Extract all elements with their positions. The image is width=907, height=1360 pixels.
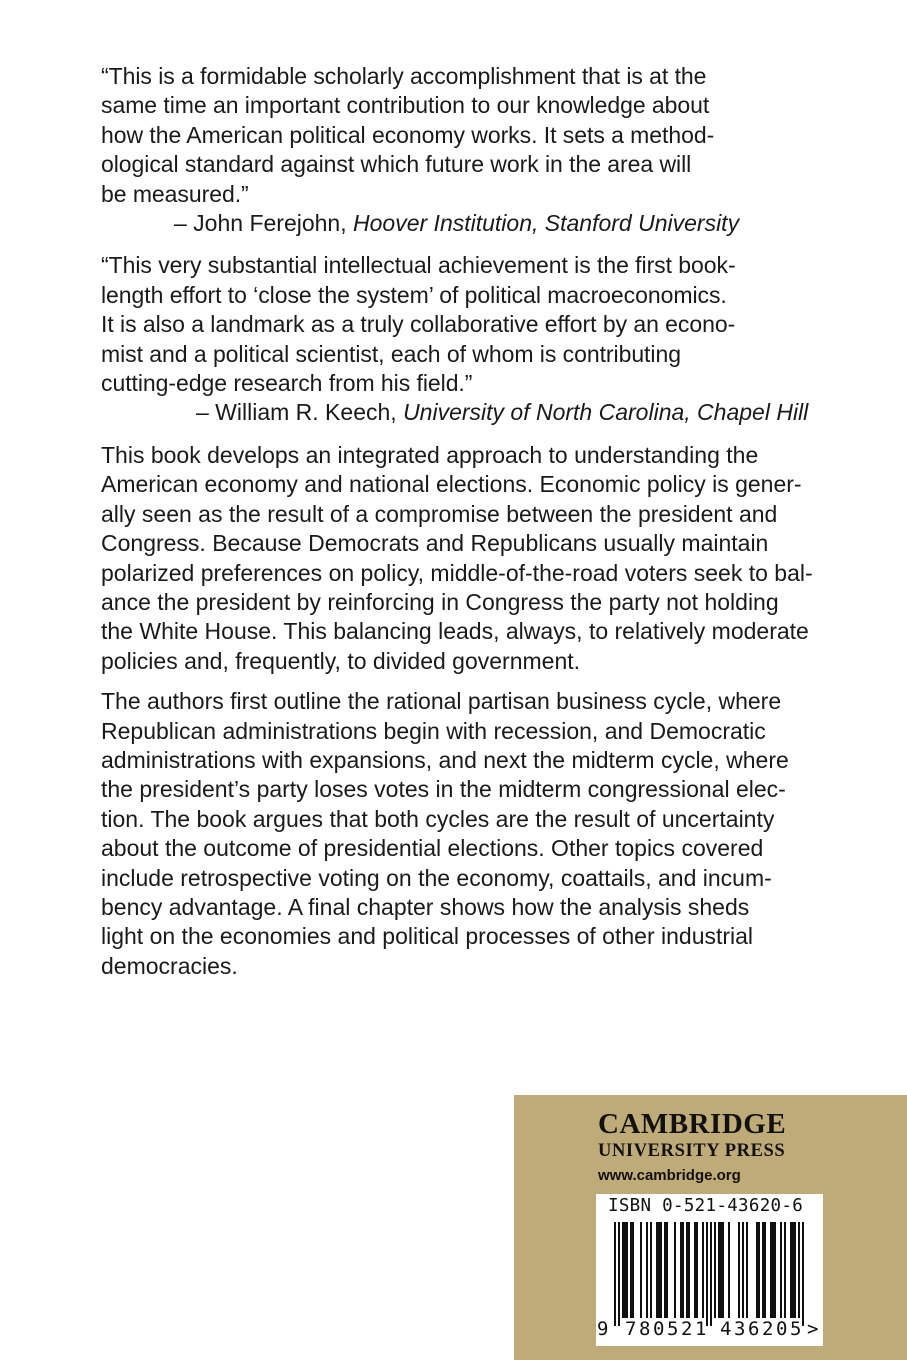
- barcode-bar: [770, 1222, 772, 1318]
- barcode-bar: [658, 1222, 660, 1318]
- barcode-bar: [714, 1222, 716, 1318]
- barcode-bar: [666, 1222, 668, 1318]
- barcode-digit: 5: [790, 1318, 802, 1340]
- barcode-bar: [622, 1222, 624, 1318]
- publisher-name: CAMBRIDGE: [598, 1108, 787, 1140]
- description-line: administrations with expansions, and next the midterm cycle, where: [101, 746, 789, 773]
- barcode-digit: 4: [720, 1318, 732, 1340]
- blurb-2-line: length effort to ‘close the system’ of political macroeconomics.: [101, 281, 727, 308]
- blurb-1: [101, 62, 821, 238]
- barcode-bar: [764, 1222, 766, 1318]
- barcode-digit: 2: [681, 1318, 693, 1340]
- barcode-digit: 2: [762, 1318, 774, 1340]
- description-line: polarized preferences on policy, middle-of-the-road voters seek to bal-: [101, 559, 813, 586]
- blurb-1-line: be measured.”: [101, 180, 249, 207]
- barcode-bar: [646, 1222, 648, 1318]
- blurb-2-author: – William R. Keech,: [196, 399, 404, 426]
- description-line: Congress. Because Democrats and Republicans usually maintain: [101, 530, 769, 557]
- description-line: include retrospective voting on the economy, coattails, and incum-: [101, 864, 772, 891]
- barcode-bar: [702, 1222, 704, 1318]
- barcode-bar: [790, 1222, 792, 1318]
- barcode-digit: 1: [695, 1318, 707, 1340]
- barcode-bar: [696, 1222, 698, 1318]
- barcode-bar: [722, 1222, 724, 1318]
- barcode-bar: [718, 1222, 720, 1318]
- barcode-bar: [772, 1222, 774, 1318]
- blurb-2: [101, 251, 821, 427]
- blurb-1-line: how the American political economy works. It sets a method-: [101, 121, 715, 148]
- barcode-bar: [794, 1222, 796, 1318]
- barcode-bar: [728, 1222, 730, 1318]
- blurb-1-author: – John Ferejohn,: [174, 210, 354, 237]
- description-line: ally seen as the result of a compromise between the president and: [101, 500, 778, 527]
- isbn-label: ISBN 0-521-43620-6: [608, 1196, 804, 1216]
- description-line: policies and, frequently, to divided government.: [101, 647, 581, 674]
- back-cover-text: [101, 62, 821, 992]
- barcode-bar: [798, 1222, 800, 1326]
- blurb-2-line: “This very substantial intellectual achievement is the first book-: [101, 252, 736, 279]
- description-line: tion. The book argues that both cycles are the result of uncertainty: [101, 805, 775, 832]
- description-paragraph-2: [101, 687, 821, 981]
- description-line: the president’s party loses votes in the midterm congressional elec-: [101, 776, 786, 803]
- barcode-bar: [614, 1222, 616, 1326]
- barcode-bar: [774, 1222, 776, 1318]
- description-line: bency advantage. A final chapter shows how the analysis sheds: [101, 893, 750, 920]
- barcode-bar: [780, 1222, 782, 1318]
- barcode-bar: [674, 1222, 676, 1318]
- barcode-bar: [626, 1222, 628, 1318]
- publisher-url: www.cambridge.org: [598, 1167, 741, 1184]
- barcode-bar: [802, 1222, 804, 1326]
- barcode-digit: 5: [667, 1318, 679, 1340]
- barcode-end-marker: >: [807, 1318, 819, 1340]
- description-line: The authors first outline the rational partisan business cycle, where: [101, 688, 782, 715]
- description-line: Republican administrations begin with recession, and Democratic: [101, 717, 766, 744]
- barcode-bar: [686, 1222, 688, 1318]
- barcode-bar: [688, 1222, 690, 1318]
- barcode-bar: [650, 1222, 652, 1318]
- publisher-panel: [514, 1095, 907, 1360]
- barcode-bar: [762, 1222, 764, 1318]
- barcode-digit: 0: [776, 1318, 788, 1340]
- barcode-digit: 3: [734, 1318, 746, 1340]
- blurb-1-institution: Hoover Institution, Stanford University: [353, 210, 740, 237]
- blurb-2-institution: University of North Carolina, Chapel Hill: [403, 399, 809, 426]
- barcode-bar: [630, 1222, 632, 1318]
- barcode-bar: [624, 1222, 626, 1318]
- barcode-bar: [680, 1222, 682, 1318]
- blurb-1-line: same time an important contribution to our knowledge about: [101, 92, 710, 119]
- barcode-bar: [656, 1222, 658, 1318]
- barcode-digit: 7: [625, 1318, 637, 1340]
- barcode-bar: [710, 1222, 712, 1326]
- barcode-bar: [682, 1222, 684, 1318]
- description-line: This book develops an integrated approach to understanding the: [101, 441, 759, 468]
- barcode-bar: [758, 1222, 760, 1318]
- description-paragraph-1: [101, 441, 821, 676]
- barcode-bar: [738, 1222, 740, 1318]
- description-line: the White House. This balancing leads, always, to relatively moderate: [101, 618, 809, 645]
- description-line: about the outcome of presidential elections. Other topics covered: [101, 835, 764, 862]
- blurb-1-line: ological standard against which future work in the area will: [101, 151, 692, 178]
- blurb-2-line: It is also a landmark as a truly collaborative effort by an econo-: [101, 311, 736, 338]
- barcode-bar: [706, 1222, 708, 1326]
- barcode-bar: [746, 1222, 748, 1318]
- blurb-1-attribution: [101, 209, 821, 238]
- blurb-2-attribution: [101, 398, 821, 427]
- barcode-bar: [660, 1222, 662, 1318]
- barcode-bar: [694, 1222, 696, 1318]
- blurb-1-line: “This is a formidable scholarly accomplishment that is at the: [101, 63, 707, 89]
- barcode-bar: [632, 1222, 634, 1318]
- barcode-bar: [640, 1222, 642, 1318]
- barcode-bar: [618, 1222, 620, 1326]
- barcode-bar: [784, 1222, 786, 1318]
- barcode-digit: 0: [653, 1318, 665, 1340]
- blurb-2-line: cutting-edge research from his field.”: [101, 370, 473, 397]
- description-line: ance the president by reinforcing in Congress the party not holding: [101, 588, 779, 615]
- barcode-digit: 9: [597, 1318, 609, 1340]
- description-line: democracies.: [101, 952, 238, 979]
- description-line: light on the economies and political processes of other industrial: [101, 923, 754, 950]
- barcode-bar: [756, 1222, 758, 1318]
- barcode-digit: 8: [639, 1318, 651, 1340]
- barcode-bar: [792, 1222, 794, 1318]
- barcode-bar: [664, 1222, 666, 1318]
- isbn-barcode: [596, 1194, 823, 1346]
- description-line: American economy and national elections. Economic policy is gener-: [101, 471, 802, 498]
- blurb-2-line: mist and a political scientist, each of whom is contributing: [101, 340, 681, 367]
- publisher-press: UNIVERSITY PRESS: [598, 1141, 786, 1161]
- barcode-bar: [742, 1222, 744, 1318]
- barcode-digit: 6: [748, 1318, 760, 1340]
- barcode-bar: [720, 1222, 722, 1318]
